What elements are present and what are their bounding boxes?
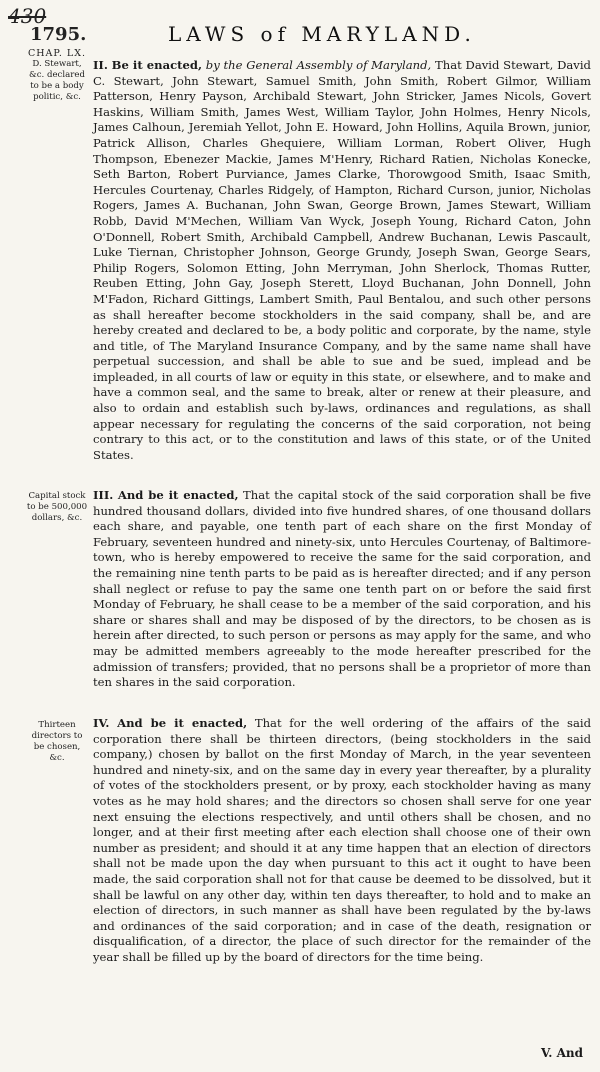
chapter-label: CHAP. LX. — [27, 48, 86, 59]
year-heading: 1795. — [30, 24, 87, 45]
enacting-clause: Be it enacted, — [111, 58, 203, 72]
section-text: That David Stewart, David C. Stewart, John Stewart, Samuel Smith, John Smith, Robert Gilmor, William Patterson, Henry Payson, Archibald Stewart, John Stricker, James Nicols, Govert Haskins, William Smith, James West, William Taylor, John Holmes, Henry Nicols, James Calhoun, Jeremiah Yellot, John E. Howard, John Hollins, Aquila Brown, junior, Patrick Allison, Charles Ghequiere, William Lorman, Robert Oliver, Hugh Thompson, Ebenezer Mackie, James M'Henry, Richard Ratien, Nicholas Konecke, Seth Barton, Robert Purviance, James Clarke, Thorowgood Smith, Isaac Smith, Hercules Courtenay, Charles Ridgely, of Hampton, Richard Curson, junior, Nicholas Rogers, James A. Buchanan, John Swan, George Brown, James Stewart, William Robb, David M'Mechen, William Van Wyck, Joseph Young, Richard Caton, John O'Donnell, Robert Smith, Archibald Campbell, Andrew Buchanan, Lewis Pascault, Luke Tiernan, Christopher Johnson, George Grundy, Joseph Swan, George Sears, Philip Rogers, Solomon Etting, John Merryman, John Sherlock, Thomas Rutter, Reuben Etting, John Gay, Joseph Sterett, Lloyd Buchanan, John Donnell, John M'Fadon, Richard Gittings, Lambert Smith, Paul Bentalou, and such other persons as shall hereafter become stockholders in the said company, shall be, and are hereby created and declared to be, a body politic and corporate, by the name, style and title, of The Maryland Insurance Company, and by the same name shall have perpetual succession, and shall be able to sue and be sued, implead and be impleaded, in all courts of law or equity in this state, or elsewhere, and to make and have a common seal, and the same to break, alter or renew at their pleasure, and also to ordain and establish such by-laws, ordinances and regulations, as shall appear necessary for regulating the concerns of the said corporation, not being contrary to this act, or to the constitution and laws of this state, or of the United States. — [93, 58, 591, 462]
section-number: IV. — [93, 716, 110, 730]
section-text: That for the well ordering of the affairs of the said corporation there shall be thirteen directors, (being stockholders in the said company,) chosen by ballot on the first Monday of March, in the year seventeen hundred and ninety-six, and on the same day in every year thereafter, by a plurality of votes of the stockholders present, or by proxy, each stockholder having as many votes as he may hold shares; and the directors so chosen shall serve for one year next ensuing the elections respectively, and until others shall be chosen, and no longer, and at their first meeting after each election shall choose one of their own number as president; and should it at any time happen that an election of directors shall not be made upon the day when pursuant to this act it ought to have been made, the said corporation shall not for that cause be deemed to be dissolved, but it shall be lawful on any other day, within ten days thereafter, to hold and to make an election of directors, in such manner as shall have been regulated by the by-laws and ordinances of the said corporation; and in case of the death, resignation or disqualification, of a director, the place of such director for the remainder of the year shall be filled up by the board of directors for the time being. — [93, 716, 591, 964]
margin-note-body-politic: D. Stewart, &c. declared to be a body politic, &c. — [29, 59, 85, 102]
margin-note-chapter — [26, 48, 88, 103]
section-number: III. — [93, 488, 114, 502]
running-head: LAWS of MARYLAND. — [168, 22, 476, 46]
margin-note-directors: Thirteen directors to be chosen, &c. — [31, 720, 83, 763]
enacting-authority: by the General Assembly of Maryland, — [205, 58, 432, 72]
enacting-clause: And be it enacted, — [117, 488, 239, 502]
enacting-clause: And be it enacted, — [117, 716, 248, 730]
section-text: That the capital stock of the said corporation shall be five hundred thousand dollars, divided into five hundred shares, of one thousand dollars each share, and payable, one tenth part of each share on the first Monday of February, seventeen hundred and ninety-six, unto Hercules Courtenay, of Baltimore-town, who is hereby empowered to receive the same for the said corporation, and the remaining nine tenth parts to be paid as is hereafter directed; and if any person shall neglect or refuse to pay the same one tenth part on or before the said first Monday of February, he shall cease to be a member of the said corporation, and his share or shares shall and may be disposed of by the directors, to be chosen as is herein after directed, to such person or persons as may apply for the same, and who may be admitted members agreeably to the mode hereafter prescribed for the admission of transfers; provided, that no persons shall be a proprietor of more than ten shares in the said corporation. — [93, 488, 592, 690]
margin-note-capital-stock: Capital stock to be 500,000 dollars, &c. — [26, 491, 88, 523]
catchword: V. And — [541, 1046, 583, 1060]
section-3 — [93, 488, 591, 691]
section-4 — [93, 716, 591, 966]
section-2 — [93, 58, 591, 463]
section-number: II. — [93, 58, 108, 72]
page-folio: 430 — [8, 4, 47, 28]
